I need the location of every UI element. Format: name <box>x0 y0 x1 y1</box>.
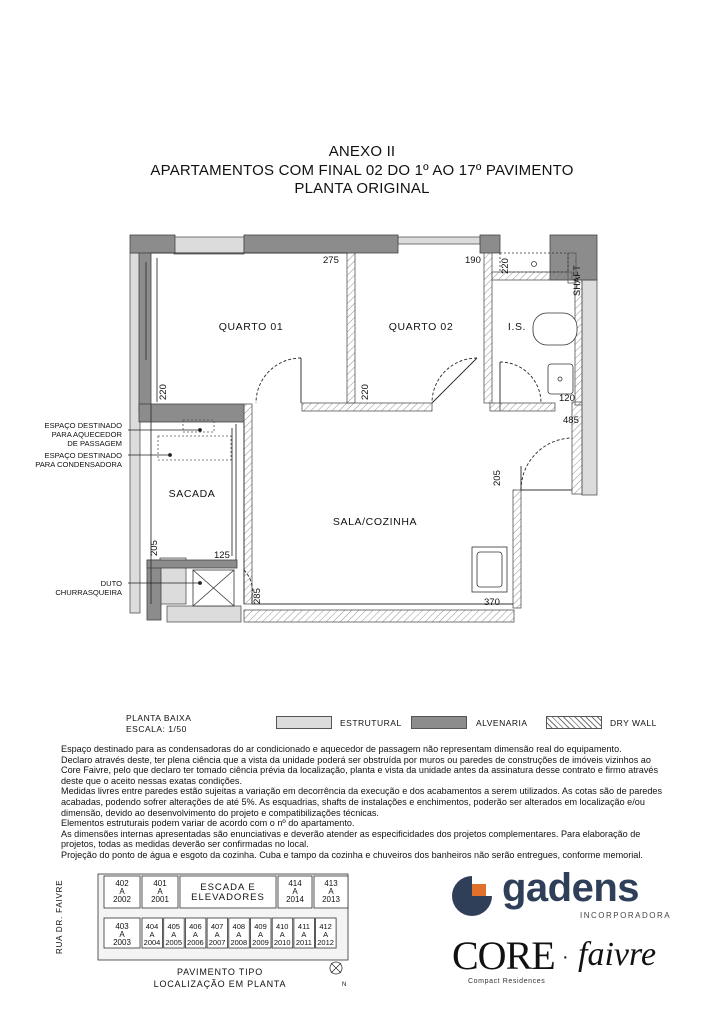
callout-duto <box>55 579 123 597</box>
kp-unit-407-c: 2007 <box>208 938 226 947</box>
kp-unit-402-c: 2002 <box>113 895 131 904</box>
kp-unit-406-c: 2006 <box>187 938 204 947</box>
kp-unit-407-b: A <box>214 930 220 939</box>
dim-275: 275 <box>323 255 339 266</box>
legend-swatch-alvenaria <box>411 716 467 729</box>
kp-unit-414-b: A <box>292 887 298 896</box>
kp-unit-409-c: 2009 <box>252 938 269 947</box>
kp-unit-411-b: A <box>301 930 307 939</box>
room-label-sala-cozinha: SALA/COZINHA <box>332 516 418 528</box>
kp-unit-403-a: 403 <box>115 922 129 931</box>
title-annex: ANEXO II <box>328 143 396 160</box>
room-label-quarto-02: QUARTO 02 <box>388 321 454 333</box>
dim-220-is: 220 <box>500 258 511 274</box>
core-faivre-logo <box>450 932 672 990</box>
kp-unit-413-c: 2013 <box>322 895 340 904</box>
north-arrow-icon <box>330 962 346 988</box>
keyplan-title-line1: PAVIMENTO TIPO <box>176 967 264 977</box>
scale-value: ESCALA: 1/50 <box>126 724 187 734</box>
legend-label-alvenaria: ALVENARIA <box>476 718 528 728</box>
dim-285: 285 <box>252 588 263 604</box>
room-label-sacada: SACADA <box>168 488 216 500</box>
dim-370: 370 <box>484 597 500 608</box>
legend-label-estrutural: ESTRUTURAL <box>340 718 402 728</box>
callout-condensadora-line1: ESPAÇO DESTINADO <box>44 451 122 460</box>
kp-unit-406-b: A <box>192 930 198 939</box>
room-label-is: I.S. <box>507 321 527 333</box>
kp-unit-401-a: 401 <box>153 879 167 888</box>
kp-unit-405-c: 2005 <box>165 938 183 947</box>
gadens-tagline: INCORPORADORA <box>580 911 672 920</box>
kp-unit-404-a: 404 <box>145 922 159 931</box>
callout-aquecedor <box>45 421 123 448</box>
kp-unit-410-a: 410 <box>275 922 289 931</box>
callout-aquecedor-line2: PARA AQUECEDOR <box>51 430 122 439</box>
kp-escada-line1: ESCADA E <box>200 882 256 893</box>
title-apartments: APARTAMENTOS COM FINAL 02 DO 1º AO 17º PAVIMENTO <box>150 162 574 179</box>
separator-dot-icon: · <box>562 946 569 968</box>
callout-condensadora-line2: PARA CONDENSADORA <box>35 460 122 469</box>
gadens-mark-icon <box>450 874 494 918</box>
callout-duto-line1: DUTO <box>100 579 122 588</box>
kp-unit-414-a: 414 <box>288 879 302 888</box>
note-3: Medidas livres entre paredes estão sujeitas a variação em decorrência da execução e dos acabamentos a serem utilizados. As cotas são de paredes acabadas, podendo sofrer alterações de até 5%. As esquadrias, shafts de instalações e enchimentos, poderão ser alterados em localização e/ou dimensão, devido ao desenvolvimento do projeto e compatibilizações técnicas. <box>61 786 663 818</box>
kp-unit-409-b: A <box>257 930 264 939</box>
callout-duto-line2: CHURRASQUEIRA <box>55 588 122 597</box>
kp-unit-408-c: 2008 <box>230 938 248 947</box>
callout-condensadora <box>35 451 123 469</box>
core-wordmark: CORE <box>452 933 555 978</box>
note-5: As dimensões internas apresentadas são enunciativas e deverão atender as especificidades dos projetos complementares. Para elaboração de projetos, todas as medidas deverão ser confirmadas no local. <box>61 828 641 850</box>
kp-unit-410-b: A <box>279 930 285 939</box>
barbecue-duct <box>193 570 234 606</box>
kp-unit-412-b: A <box>323 930 329 939</box>
disclaimer-notes <box>61 744 671 861</box>
kp-unit-408-b: A <box>236 930 242 939</box>
kp-unit-413-a: 413 <box>324 879 338 888</box>
kp-unit-410-c: 2010 <box>273 938 291 947</box>
title-plan: PLANTA ORIGINAL <box>294 180 430 197</box>
keyplan-title-line2: LOCALIZAÇÃO EM PLANTA <box>153 979 287 989</box>
dim-205-sacada: 205 <box>149 540 160 556</box>
gadens-logo <box>450 868 672 924</box>
faivre-wordmark: faivre <box>578 936 657 973</box>
note-6: Projeção do ponto de água e esgoto da cozinha. Cuba e tampo da cozinha e chuveiros dos banheiros não serão entregues, conforme memorial. <box>61 849 643 860</box>
kp-unit-414-c: 2014 <box>286 895 304 904</box>
kp-unit-405-a: 405 <box>167 922 180 931</box>
key-plan-bottom-units <box>113 918 336 948</box>
callout-aquecedor-line1: ESPAÇO DESTINADO <box>44 421 122 430</box>
room-label-quarto-01: QUARTO 01 <box>218 321 284 333</box>
legend-swatch-drywall <box>546 716 602 729</box>
note-4: Elementos estruturais podem variar de acordo com o nº do apartamento. <box>61 818 355 829</box>
dim-125: 125 <box>214 550 230 561</box>
dim-190: 190 <box>465 255 481 266</box>
kp-escada-line2: ELEVADORES <box>191 892 265 903</box>
dim-220-quarto1: 220 <box>158 384 169 400</box>
note-1: Espaço destinado para as condensadoras do ar condicionado e aquecedor de passagem não representam dimensão real do equipamento. <box>61 744 622 754</box>
note-2: Declaro através deste, ter plena ciência que a vista da unidade poderá ser obstruída por muros ou paredes de construções de imóveis vizinhos ao Core Faivre, pelo que declaro ter tomado ciência prévia da localização, planta e vista da unidade antes da assinatura desse contrato e firmo através deste que o aceito nessas exatas condições. <box>61 754 658 786</box>
kp-unit-403-b: A <box>119 930 125 939</box>
kp-unit-413-b: A <box>328 887 334 896</box>
kp-unit-408-a: 408 <box>232 922 246 931</box>
kp-unit-402-b: A <box>119 887 125 896</box>
kp-unit-406-a: 406 <box>189 922 202 931</box>
doors <box>244 358 572 604</box>
dim-485: 485 <box>563 415 579 426</box>
legend-label-drywall: DRY WALL <box>610 718 657 728</box>
gadens-wordmark: gadens <box>502 866 640 910</box>
scale-title: PLANTA BAIXA <box>126 713 192 723</box>
kp-unit-412-a: 412 <box>319 922 332 931</box>
kitchen-sink <box>472 547 507 592</box>
kp-unit-409-a: 409 <box>254 922 267 931</box>
interior-lines <box>146 253 572 604</box>
masonry-walls <box>130 235 597 620</box>
core-tagline: Compact Residences <box>468 978 546 985</box>
north-label: N <box>342 982 347 988</box>
legend-swatch-estrutural <box>276 716 332 729</box>
shaft-label: SHAFT <box>572 264 582 296</box>
drywall-partitions <box>244 253 582 622</box>
kp-unit-401-b: A <box>157 887 163 896</box>
dim-220-quarto2: 220 <box>360 384 371 400</box>
kp-unit-405-b: A <box>171 930 177 939</box>
kp-unit-402-a: 402 <box>115 879 129 888</box>
kp-unit-404-c: 2004 <box>143 938 161 947</box>
dim-205-sala: 205 <box>492 470 503 486</box>
kp-unit-412-c: 2012 <box>317 938 334 947</box>
callout-aquecedor-line3: DE PASSAGEM <box>67 439 122 448</box>
kp-street: RUA DR. FAIVRE <box>55 879 64 954</box>
dim-120: 120 <box>559 393 575 404</box>
kp-unit-401-c: 2001 <box>151 895 169 904</box>
kp-unit-411-a: 411 <box>297 922 310 931</box>
kp-unit-407-a: 407 <box>210 922 224 931</box>
kp-unit-403-c: 2003 <box>113 938 131 947</box>
kp-unit-404-b: A <box>149 930 155 939</box>
kp-unit-411-c: 2011 <box>295 938 312 947</box>
